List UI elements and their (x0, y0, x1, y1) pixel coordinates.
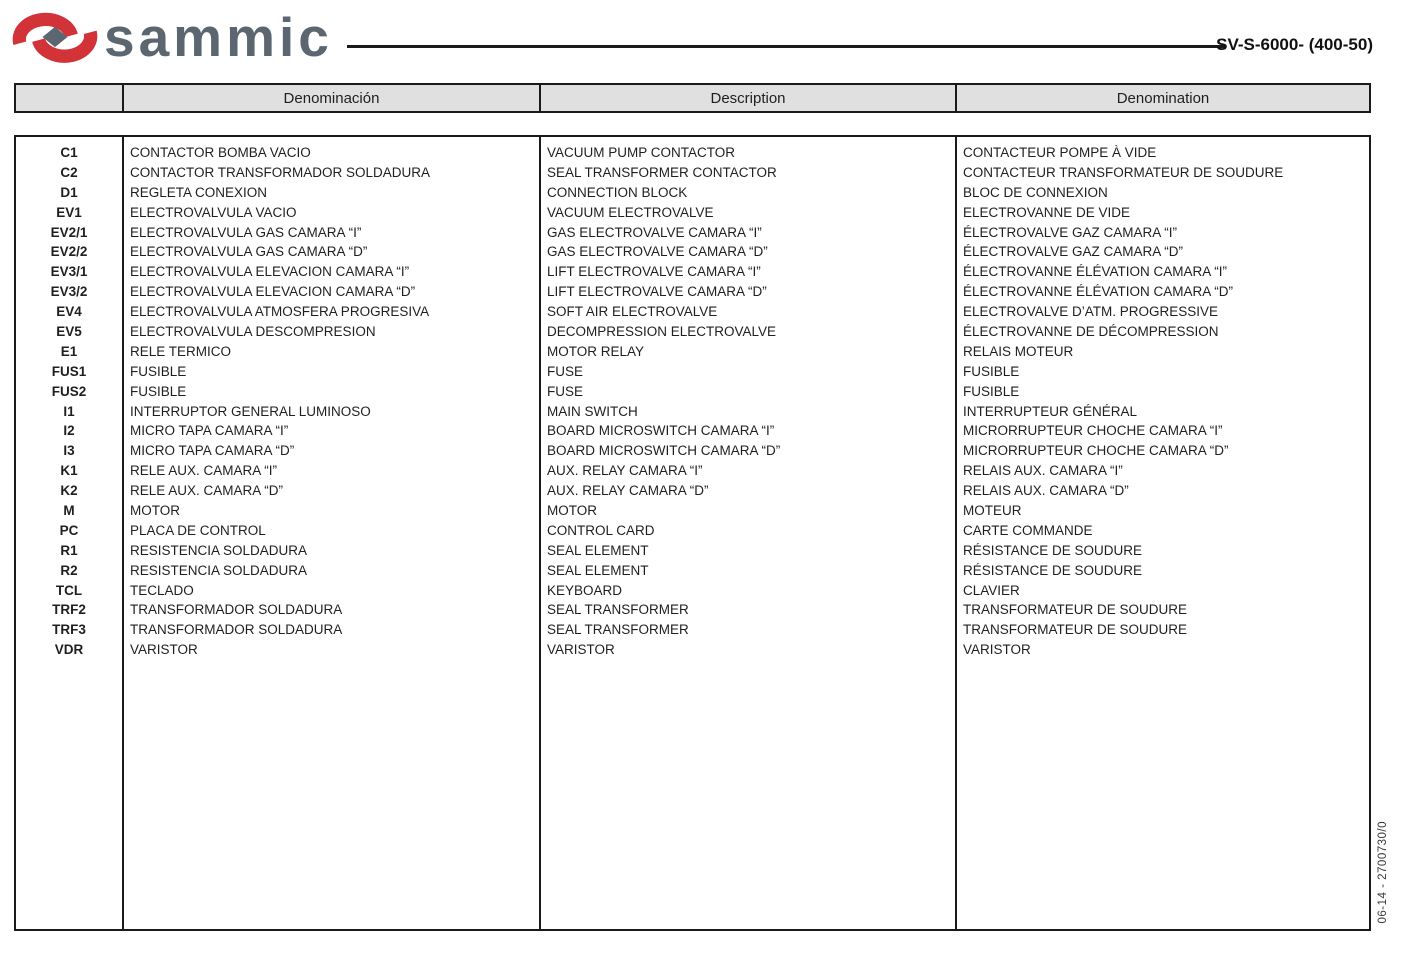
row-description: VACUUM PUMP CONTACTOR (547, 145, 736, 160)
row-description: BOARD MICROSWITCH CAMARA “I” (547, 423, 775, 439)
row-code: TRF3 (52, 622, 86, 638)
row-code: R1 (60, 542, 78, 558)
row-denominacion: ELECTROVALVULA ELEVACION CAMARA “D” (130, 284, 416, 300)
row-code: K2 (60, 483, 78, 499)
row-denomination: CLAVIER (963, 582, 1020, 598)
row-denomination: ÉLECTROVALVE GAZ CAMARA “I” (963, 224, 1178, 240)
row-denominacion: ELECTROVALVULA ATMOSFERA PROGRESIVA (130, 304, 430, 320)
row-code: EV3/1 (50, 264, 88, 280)
row-code: FUS1 (51, 363, 87, 379)
row-denominacion: ELECTROVALVULA ELEVACION CAMARA “I” (130, 264, 410, 280)
row-code: EV1 (56, 204, 82, 220)
row-description: SEAL ELEMENT (547, 542, 649, 558)
row-code: R2 (60, 562, 78, 578)
legend-table-body-frame (14, 135, 1371, 931)
column-header-denominacion: Denominación (122, 85, 539, 111)
row-denominacion: ELECTROVALVULA DESCOMPRESION (130, 324, 376, 340)
row-denomination: RELAIS AUX. CAMARA “I” (963, 463, 1123, 479)
doc-reference-text: 06-14 - 2700730/0 (1377, 820, 1389, 924)
row-description: GAS ELECTROVALVE CAMARA “I” (547, 224, 762, 240)
row-denomination: FUSIBLE (963, 363, 1020, 379)
row-description: CONNECTION BLOCK (547, 184, 688, 200)
row-denomination: BLOC DE CONNEXION (963, 184, 1108, 200)
row-code: FUS2 (51, 383, 87, 399)
legend-table-body (16, 137, 1369, 929)
row-description: MAIN SWITCH (547, 403, 638, 419)
row-description: SEAL TRANSFORMER (547, 622, 689, 638)
row-description: GAS ELECTROVALVE CAMARA “D” (547, 244, 768, 260)
row-code: K1 (60, 463, 78, 479)
row-description: AUX. RELAY CAMARA “I” (547, 463, 703, 479)
row-denominacion: MICRO TAPA CAMARA “D” (130, 443, 295, 459)
row-denomination: RELAIS AUX. CAMARA “D” (963, 483, 1129, 499)
row-denominacion: ELECTROVALVULA GAS CAMARA “I” (130, 224, 362, 240)
row-denomination: TRANSFORMATEUR DE SOUDURE (963, 602, 1188, 618)
row-denomination: CARTE COMMANDE (963, 522, 1093, 538)
row-denominacion: VARISTOR (130, 642, 198, 658)
row-description: VARISTOR (547, 642, 615, 658)
row-code: EV2/2 (50, 244, 88, 260)
sammic-logo-icon (12, 6, 98, 68)
row-denominacion: INTERRUPTOR GENERAL LUMINOSO (130, 403, 371, 419)
row-description: SEAL TRANSFORMER (547, 602, 689, 618)
doc-reference-vertical (1374, 810, 1392, 934)
column-divider (539, 137, 541, 929)
row-description: LIFT ELECTROVALVE CAMARA “I” (547, 264, 761, 280)
row-denomination: ELECTROVALVE D’ATM. PROGRESSIVE (963, 304, 1219, 320)
row-description: FUSE (547, 383, 584, 399)
row-denomination: ELECTROVANNE DE VIDE (963, 204, 1131, 220)
row-denomination: MICRORRUPTEUR CHOCHE CAMARA “I” (963, 423, 1223, 439)
row-denominacion: CONTACTOR TRANSFORMADOR SOLDADURA (130, 164, 431, 180)
row-denomination: RÉSISTANCE DE SOUDURE (963, 562, 1143, 578)
row-description: SEAL TRANSFORMER CONTACTOR (547, 164, 777, 180)
row-code: EV5 (56, 324, 82, 340)
row-code: PC (59, 522, 79, 538)
row-denomination: ÉLECTROVANNE ÉLÉVATION CAMARA “I” (963, 264, 1228, 280)
row-denominacion: FUSIBLE (130, 363, 187, 379)
row-denomination: MOTEUR (963, 503, 1022, 519)
row-denominacion: CONTACTOR BOMBA VACIO (130, 145, 311, 160)
model-reference: SV-S-6000- (400-50) (1216, 35, 1373, 54)
row-code: EV3/2 (50, 284, 88, 300)
row-description: SEAL ELEMENT (547, 562, 649, 578)
column-header-denomination: Denomination (955, 85, 1369, 111)
row-code: M (63, 503, 75, 519)
row-denomination: CONTACTEUR POMPE À VIDE (963, 145, 1157, 160)
row-description: VACUUM ELECTROVALVE (547, 204, 714, 220)
row-code: I1 (63, 403, 75, 419)
row-code: TCL (55, 582, 83, 598)
row-description: BOARD MICROSWITCH CAMARA “D” (547, 443, 781, 459)
row-denomination: RÉSISTANCE DE SOUDURE (963, 542, 1143, 558)
header-rule (347, 45, 1225, 48)
row-description: FUSE (547, 363, 584, 379)
row-code: TRF2 (52, 602, 86, 618)
row-description: MOTOR RELAY (547, 343, 645, 359)
row-denominacion: PLACA DE CONTROL (130, 522, 266, 538)
row-denomination: ÉLECTROVALVE GAZ CAMARA “D” (963, 244, 1184, 260)
row-denomination: INTERRUPTEUR GÉNÉRAL (963, 403, 1138, 419)
column-divider (122, 137, 124, 929)
row-denomination: RELAIS MOTEUR (963, 343, 1074, 359)
row-denominacion: RELE AUX. CAMARA “I” (130, 463, 278, 479)
row-denominacion: TRANSFORMADOR SOLDADURA (130, 602, 343, 618)
row-code: EV4 (56, 304, 82, 320)
row-description: AUX. RELAY CAMARA “D” (547, 483, 709, 499)
row-denomination: CONTACTEUR TRANSFORMATEUR DE SOUDURE (963, 164, 1284, 180)
row-denomination: MICRORRUPTEUR CHOCHE CAMARA “D” (963, 443, 1229, 459)
row-description: CONTROL CARD (547, 522, 655, 538)
brand-wordmark: sammic (104, 6, 333, 68)
row-description: MOTOR (547, 503, 597, 519)
row-denominacion: RESISTENCIA SOLDADURA (130, 542, 308, 558)
row-code: I3 (63, 443, 75, 459)
column-header-code (16, 85, 122, 111)
row-denomination: VARISTOR (963, 642, 1031, 658)
row-denominacion: MOTOR (130, 503, 180, 519)
row-denominacion: MICRO TAPA CAMARA “I” (130, 423, 289, 439)
legend-table-header (14, 83, 1371, 113)
column-header-description: Description (539, 85, 955, 111)
row-denominacion: FUSIBLE (130, 383, 187, 399)
row-code: D1 (60, 184, 78, 200)
row-denominacion: TRANSFORMADOR SOLDADURA (130, 622, 343, 638)
row-code: EV2/1 (50, 224, 88, 240)
row-denominacion: TECLADO (130, 582, 194, 598)
row-denominacion: ELECTROVALVULA VACIO (130, 204, 297, 220)
row-denomination: TRANSFORMATEUR DE SOUDURE (963, 622, 1188, 638)
row-denominacion: RESISTENCIA SOLDADURA (130, 562, 308, 578)
row-description: DECOMPRESSION ELECTROVALVE (547, 324, 777, 340)
row-denomination: FUSIBLE (963, 383, 1020, 399)
brand-logo (12, 6, 333, 68)
row-description: SOFT AIR ELECTROVALVE (547, 304, 718, 320)
row-denominacion: ELECTROVALVULA GAS CAMARA “D” (130, 244, 368, 260)
row-code: E1 (60, 343, 78, 359)
row-denominacion: REGLETA CONEXION (130, 184, 268, 200)
row-description: LIFT ELECTROVALVE CAMARA “D” (547, 284, 767, 300)
row-denominacion: RELE AUX. CAMARA “D” (130, 483, 284, 499)
row-denominacion: RELE TERMICO (130, 343, 232, 359)
row-code: I2 (63, 423, 75, 439)
row-denomination: ÉLECTROVANNE DE DÉCOMPRESSION (963, 324, 1219, 340)
row-code: VDR (54, 642, 84, 658)
column-divider (955, 137, 957, 929)
row-code: C2 (60, 164, 78, 180)
row-code: C1 (60, 145, 78, 160)
row-description: KEYBOARD (547, 582, 623, 598)
row-denomination: ÉLECTROVANNE ÉLÉVATION CAMARA “D” (963, 284, 1234, 300)
